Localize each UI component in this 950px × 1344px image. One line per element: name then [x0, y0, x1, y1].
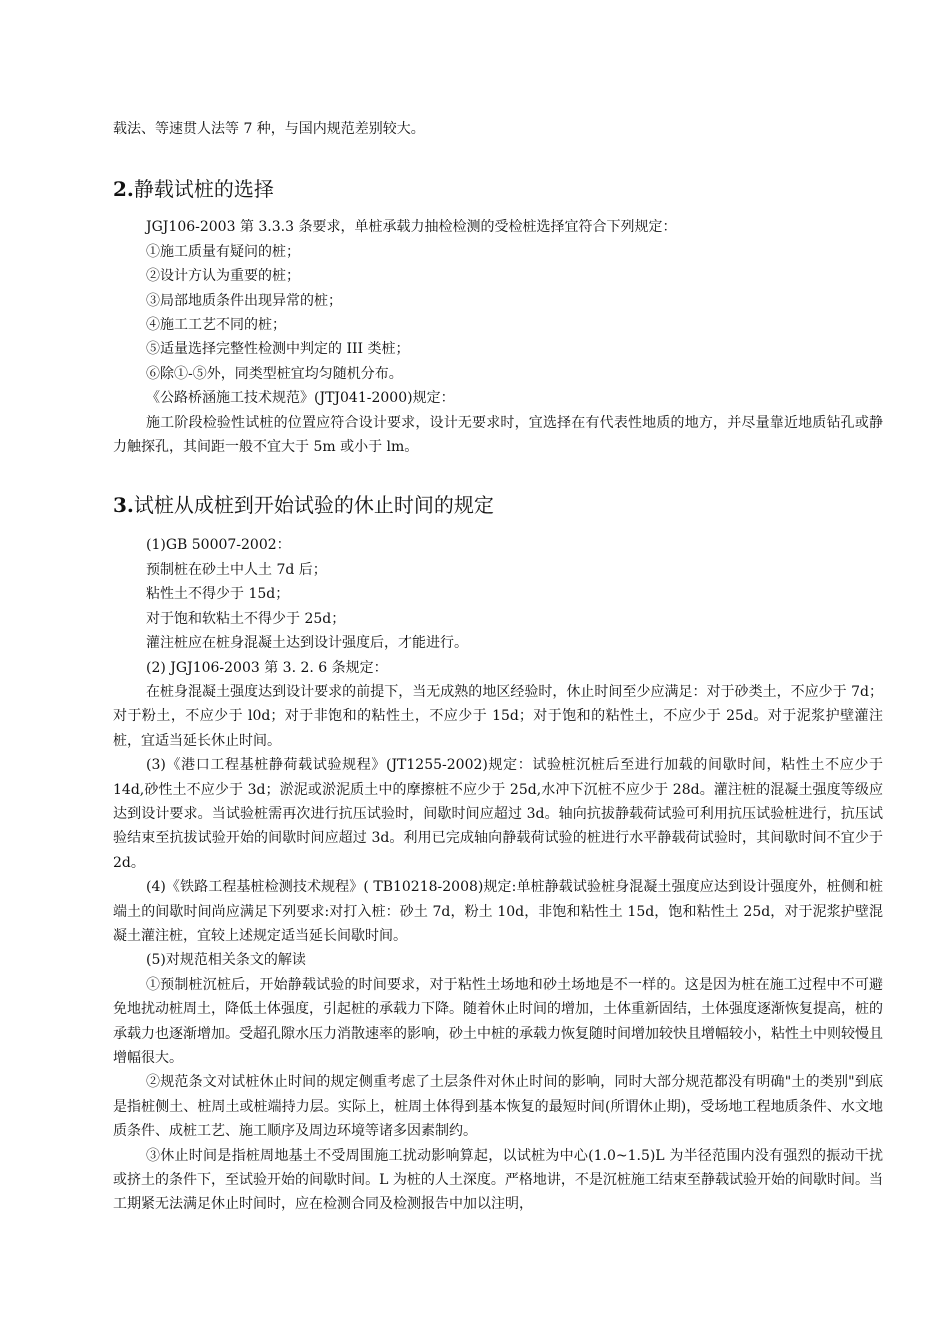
section-3-paragraph: 在桩身混凝土强度达到设计要求的前提下，当无成熟的地区经验时，休止时间至少应满足：对于砂类土，不应少于 7d；对于粉土，不应少于 l0d；对于非饱和的粘性土，不应少于 15d；对于饱和的粘性土，不应少于 25d。对于泥浆护壁灌注桩，宜适当延长休止时间。 — [113, 683, 883, 749]
section-2-number: 2. — [113, 177, 134, 202]
section-2-line: ④施工工艺不同的桩； — [146, 317, 286, 334]
section-2-title: 静载试桩的选择 — [133, 177, 274, 202]
section-3-line: (2) JGJ106-2003 第 3. 2. 6 条规定： — [146, 659, 388, 676]
section-3-paragraph: ①预制桩沉桩后，开始静载试验的时间要求，对于粘性土场地和砂土场地是不一样的。这是因为桩在施工过程中不可避免地扰动桩周土，降低土体强度，引起桩的承载力下降。随着休止时间的增加，土体重新固结，土体强度逐渐恢复提高，桩的承载力也逐渐增加。受超孔隙水压力消散速率的影响，砂土中桩的承载力恢复随时间增加较快且增幅较小，粘性土中则较慢且增幅很大。 — [113, 976, 883, 1066]
section-2-heading — [113, 175, 883, 203]
section-3-number: 3. — [113, 493, 134, 518]
section-3-paragraph: ③休止时间是指桩周地基土不受周围施工扰动影响算起，以试桩为中心(1.0~1.5)L 为半径范围内没有强烈的振动干扰或挤土的条件下，至试验开始的间歇时间。L 为桩的人土深度。严格地讲，不是沉桩施工结束至静载试验开始的间歇时间。当工期紧无法满足休止时间时，应在检测合同及检测报告中加以注明， — [113, 1147, 883, 1213]
section-3-line: 对于饱和软粘土不得少于 25d； — [146, 610, 346, 627]
section-2-line: JGJ106-2003 第 3.3.3 条要求，单桩承载力抽检检测的受检桩选择宜符合下列规定： — [146, 219, 677, 236]
section-3-paragraph: (3)《港口工程基桩静荷载试验规程》(JT1255-2002)规定：试验桩沉桩后至进行加载的间歇时间，粘性土不应少于 14d,砂性土不应少于 3d；淤泥或淤泥质土中的摩擦桩不应少于 25d,水冲下沉桩不应少于 28d。灌注桩的混凝土强度等级应达到设计要求。当试验桩需再次进行抗压试验时，间歇时间应超过 3d。轴向抗拔静载荷试验可利用抗压试验桩进行，抗压试验结束至抗拔试验开始的间歇时间应超过 3d。利用已完成轴向静载荷试验的桩进行水平静载荷试验时，其间歇时间不宜少于 2d。 — [113, 757, 883, 871]
section-2-line: ①施工质量有疑问的桩； — [146, 243, 300, 260]
page-content — [113, 113, 883, 1217]
section-3-line: 粘性土不得少于 15d； — [146, 586, 290, 603]
section-2-paragraph: 施工阶段检验性试桩的位置应符合设计要求，设计无要求时，宜选择在有代表性地质的地方，并尽量靠近地质钻孔或静力触探孔，其间距一般不宜大于 5m 或小于 lm。 — [113, 414, 883, 456]
section-2-line: ⑤适量选择完整性检测中判定的 III 类桩； — [146, 341, 410, 358]
section-2-line: ③局部地质条件出现异常的桩； — [146, 292, 342, 309]
section-3-paragraph: (5)对规范相关条文的解读 — [146, 952, 306, 969]
section-3-line: (1)GB 50007-2002： — [146, 537, 291, 554]
section-3-paragraph: ②规范条文对试桩休止时间的规定侧重考虑了土层条件对休止时间的影响，同时大部分规范都没有明确"土的类别"到底是指桩侧土、桩周土或桩端持力层。实际上，桩周土体得到基本恢复的最短时间(所谓休止期)，受场地工程地质条件、水文地质条件、成桩工艺、施工顺序及周边环境等诸多因素制约。 — [113, 1074, 883, 1140]
section-3-paragraph: (4)《铁路工程基桩检测技术规程》( TB10218-2008)规定:单桩静载试验桩身混凝土强度应达到设计强度外，桩侧和桩端土的间歇时间尚应满足下列要求:对打入桩：砂土 7d，粉土 10d，非饱和粘性土 15d，饱和粘性土 25d，对于泥浆护壁混凝土灌注桩，宜较上述规定适当延长间歇时间。 — [113, 879, 883, 944]
section-3-heading — [113, 491, 883, 519]
intro-tail-text: 载法、等速贯人法等 7 种，与国内规范差别较大。 — [113, 121, 425, 137]
section-2-line: ⑥除①-⑤外，同类型桩宜均匀随机分布。 — [146, 365, 403, 382]
section-3-line: 预制桩在砂土中人土 7d 后； — [146, 561, 327, 578]
section-2-line: 《公路桥涵施工技术规范》(JTJ041-2000)规定： — [146, 390, 455, 407]
section-2-line: ②设计方认为重要的桩； — [146, 268, 300, 285]
section-3-title: 试桩从成桩到开始试验的休止时间的规定 — [133, 493, 494, 518]
section-3-line: 灌注桩应在桩身混凝土达到设计强度后，才能进行。 — [146, 635, 468, 652]
